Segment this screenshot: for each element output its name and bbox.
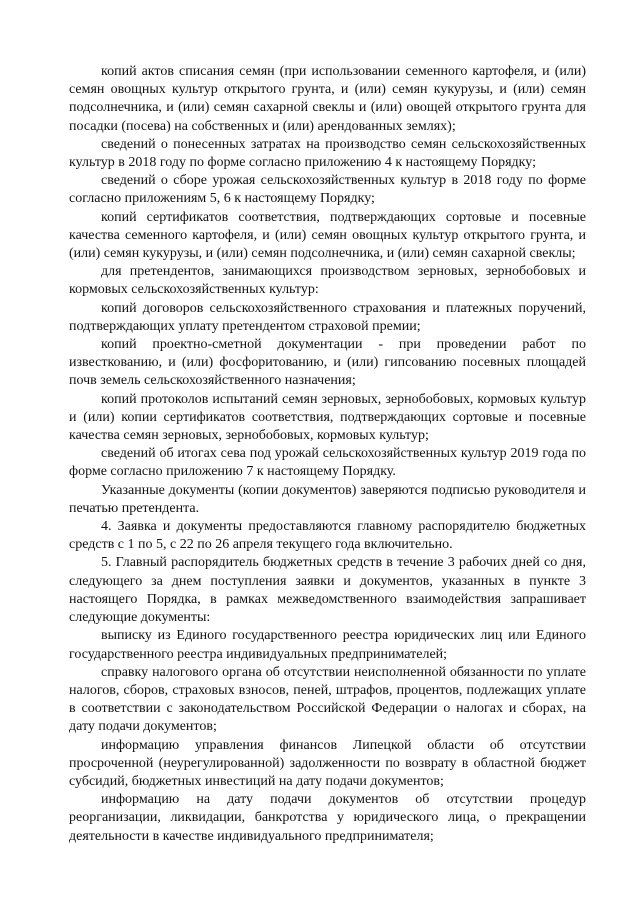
paragraph-16: информацию на дату подачи документов об отсутствии процедур реорганизации, ликвидации, банкротства у юридического лица, о прекращении деятельности в качестве индивидуального предпринимателя; — [69, 792, 586, 844]
paragraph-13: выписку из Единого государственного реестра юридических лиц или Единого государственного реестра индивидуальных предпринимателей; — [69, 628, 586, 662]
paragraph-6: копий договоров сельскохозяйственного страхования и платежных поручений, подтверждающих уплату претендентом страховой премии; — [69, 300, 586, 334]
paragraph-7: копий проектно-сметной документации - при проведении работ по известкованию, и (или) фосфоритованию, и (или) гипсованию посевных площадей почв земель сельскохозяйственного назначения; — [69, 337, 586, 389]
paragraph-5: для претендентов, занимающихся производством зерновых, зернобобовых и кормовых сельскохозяйственных культур: — [69, 264, 586, 298]
paragraph-14: справку налогового органа об отсутствии неисполненной обязанности по уплате налогов, сборов, страховых взносов, пеней, штрафов, процентов, подлежащих уплате в соответствии с законодательством Российской Федерации о налогах и сборах, на дату подачи документов; — [69, 664, 586, 735]
paragraph-11: 4. Заявка и документы предоставляются главному распорядителю бюджетных средств с 1 по 5, с 22 по 26 апреля текущего года включительно. — [69, 519, 586, 553]
paragraph-3: сведений о сборе урожая сельскохозяйственных культур в 2018 году по форме согласно приложениям 5, 6 к настоящему Порядку; — [69, 173, 586, 207]
paragraph-2: сведений о понесенных затратах на производство семян сельскохозяйственных культур в 2018 году по форме согласно приложению 4 к настоящему Порядку; — [69, 136, 586, 171]
paragraph-1: копий актов списания семян (при использовании семенного картофеля, и (или) семян овощных культур открытого грунта, и (или) семян кукурузы, и (или) семян подсолнечника, и (или) семян сахарной свеклы и (или) овощей открытого грунта для посадки (посева) на собственных и (или) арендованных землях); — [69, 64, 586, 134]
paragraph-8: копий протоколов испытаний семян зерновых, зернобобовых, кормовых культур и (или) копии сертификатов соответствия, подтверждающих сортовые и посевные качества семян зерновых, зернобобовых, кормовых культур; — [69, 391, 586, 444]
paragraph-15: информацию управления финансов Липецкой области об отсутствии просроченной (неурегулированной) задолженности по возврату в областной бюджет субсидий, бюджетных инвестиций на дату подачи документов; — [69, 737, 586, 789]
paragraph-12: 5. Главный распорядитель бюджетных средств в течение 3 рабочих дней со дня, следующего за днем поступления заявки и документов, указанных в пункте 3 настоящего Порядка, в рамках межведомственного взаимодействия запрашивает следующие документы: — [69, 555, 586, 626]
paragraph-9: сведений об итогах сева под урожай сельскохозяйственных культур 2019 года по форме согласно приложению 7 к настоящему Порядку. — [69, 446, 586, 480]
paragraph-4: копий сертификатов соответствия, подтверждающих сортовые и посевные качества семенного картофеля, и (или) семян овощных культур открытого грунта, и (или) семян кукурузы, и (или) семян подсолнечника, и (или) семян сахарной свеклы; — [69, 209, 586, 262]
paragraph-10: Указанные документы (копии документов) заверяются подписью руководителя и печатью претендента. — [69, 482, 586, 516]
